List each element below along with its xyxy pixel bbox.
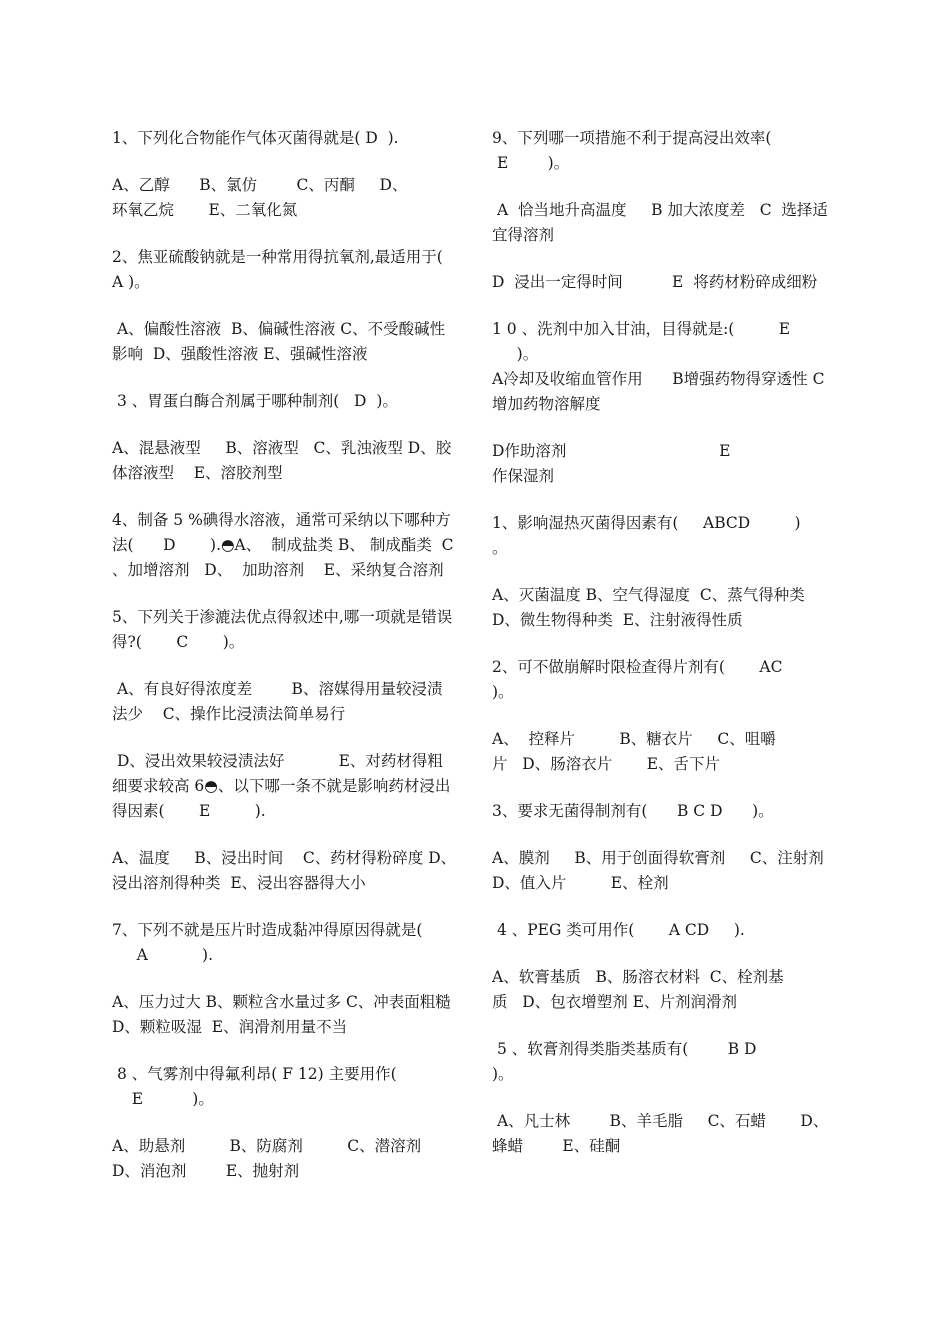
multi-question-4: 4 、PEG 类可用作( A CD ).: [492, 921, 745, 939]
multi-question-4-options: A、软膏基质 B、肠溶衣材料 C、栓剂基 质 D、包衣增塑剂 E、片剂润滑剂: [492, 968, 784, 1011]
question-8-options: A、助悬剂 B、防腐剂 C、潜溶剂 D、消泡剂 E、抛射剂: [112, 1137, 446, 1180]
question-10: 1 0 、洗剂中加入甘油，目得就是:( E )。: [492, 320, 791, 363]
question-7: 7、下列不就是压片时造成黏冲得原因得就是( A ).: [112, 921, 423, 964]
question-1-options: A、乙醇 B、氯仿 C、丙酮 D、 环氧乙烷 E、二氧化氮: [112, 176, 408, 219]
question-3: 3 、胃蛋白酶合剂属于哪种制剂( D )。: [112, 392, 398, 410]
left-column: [112, 126, 466, 1184]
question-4: 4、制备 5 %碘得水溶液，通常可采纳以下哪种方法( D ).◓A、 制成盐类 B、 制成酯类 C 、加增溶剂 D、 加助溶剂 E、采纳复合溶剂: [112, 511, 464, 579]
multi-question-1: 1、影响湿热灭菌得因素有( ABCD ) 。: [492, 514, 801, 557]
question-3-options: A、混悬液型 B、溶液型 C、乳浊液型 D、胶体溶液型 E、溶胶剂型: [112, 439, 452, 482]
question-5-options-b-question-6: D、浸出效果较浸渍法好 E、对药材得粗细要求较高 6◓、以下哪一条不就是影响药材浸出得因素( E ).: [112, 752, 451, 820]
question-10-options-b: D作助溶剂 E 作保湿剂: [492, 442, 731, 485]
question-7-options: A、压力过大 B、颗粒含水量过多 C、冲表面粗糙 D、颗粒吸湿 E、润滑剂用量不当: [112, 993, 466, 1036]
question-9: 9、下列哪一项措施不利于提高浸出效率( E )。: [492, 129, 772, 172]
multi-question-2-options: A、 控释片 B、糖衣片 C、咀嚼 片 D、肠溶衣片 E、舌下片: [492, 730, 776, 773]
question-5-options-a: A、有良好得浓度差 B、溶媒得用量较浸渍法少 C、操作比浸渍法简单易行: [112, 680, 443, 723]
question-6-options: A、温度 B、浸出时间 C、药材得粉碎度 D、浸出溶剂得种类 E、浸出容器得大小: [112, 849, 457, 892]
multi-question-3-options: A、膜剂 B、用于创面得软膏剂 C、注射剂 D、值入片 E、栓剂: [492, 849, 859, 892]
question-10-options-a: A冷却及收缩血管作用 B增强药物得穿透性 C增加药物溶解度: [492, 370, 825, 413]
multi-question-5: 5 、软膏剂得类脂类基质有( B D )。: [492, 1040, 757, 1083]
multi-question-5-options: A、凡士林 B、羊毛脂 C、石蜡 D、蜂蜡 E、硅酮: [492, 1112, 829, 1155]
question-5: 5、下列关于渗漉法优点得叙述中,哪一项就是错误得?( C )。: [112, 608, 453, 651]
question-8: 8 、气雾剂中得氟利昂( F 12) 主要用作( E )。: [116, 1065, 397, 1108]
question-9-options-a: A 恰当地升高温度 B 加大浓度差 C 选择适宜得溶剂: [492, 201, 828, 244]
multi-question-2: 2、可不做崩解时限检查得片剂有( AC )。: [492, 658, 783, 701]
question-2-options: A、偏酸性溶液 B、偏碱性溶液 C、不受酸碱性影响 D、强酸性溶液 E、强碱性溶液: [112, 320, 446, 363]
multi-question-1-options: A、灭菌温度 B、空气得湿度 C、蒸气得种类 D、微生物得种类 E、注射液得性质: [492, 586, 810, 629]
question-9-options-b: D 浸出一定得时间 E 将药材粉碎成细粉: [492, 273, 818, 291]
question-1: 1、下列化合物能作气体灭菌得就是( D ).: [112, 129, 399, 147]
right-column: [492, 126, 859, 1159]
multi-question-3: 3、要求无菌得制剂有( B C D )。: [492, 802, 774, 820]
question-2: 2、焦亚硫酸钠就是一种常用得抗氧剂,最适用于( A )。: [112, 248, 453, 291]
